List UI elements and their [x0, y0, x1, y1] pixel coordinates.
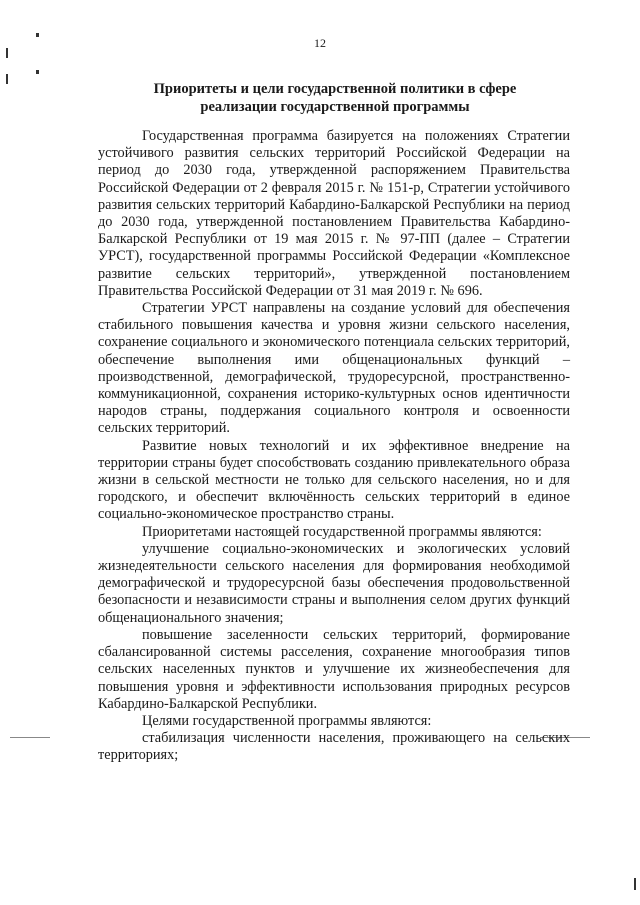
goals-intro: Целями государственной программы являются: — [142, 712, 432, 729]
paragraph-technology: Развитие новых технологий и их эффективное внедрение на территории страны будет способствовать созданию привлекательного образа жизни в сельской местности не только для сельского населения, но и для городского, и обеспечит включённость сельских территорий в единое социально-экономическое пространство страны. — [98, 437, 570, 523]
paragraph-strategy-basis: Государственная программа базируется на положениях Стратегии устойчивого развития сельских территорий Российской Федерации на период до 2030 года, утвержденной распоряжением Правительства Российской Федерации от 2 февраля 2015 г. № 151-р, Стратегии устойчивого развития сельских территорий Кабардино-Балкарской Республики на период до 2030 года, утвержденной постановлением Правительства Кабардино-Балкарской Республики от 19 мая 2015 г. № 97-ПП (далее – Стратегии УРСТ), государственной программы Российской Федерации «Комплексное развитие сельских территорий», утвержденной постановлением Правительства Российской Федерации от 31 мая 2019 г. № 696. — [98, 128, 570, 299]
goal-item: стабилизация численности населения, проживающего на сельских территориях; — [98, 730, 570, 764]
document-body — [98, 128, 570, 765]
section-title-line: реализации государственной программы — [200, 99, 470, 115]
section-title — [110, 80, 560, 116]
scan-mark — [36, 70, 39, 74]
scan-mark — [6, 74, 8, 84]
priorities-intro: Приоритетами настоящей государственной программы являются: — [142, 523, 542, 540]
section-title-line: Приоритеты и цели государственной политики в сфере — [153, 81, 517, 97]
scan-line — [10, 737, 50, 738]
priority-item: повышение заселенности сельских территорий, формирование сбалансированной системы расселения, сохранение многообразия типов сельских населенных пунктов и улучшение их жизнеобеспечения для повышения уровня и эффективности использования природных ресурсов Кабардино-Балкарской Республики. — [98, 626, 570, 712]
page-number: 12 — [314, 36, 326, 50]
priority-item: улучшение социально-экономических и экологических условий жизнедеятельности сельского населения для формирования необходимой демографической и трудоресурсной базы обеспечения продовольственной безопасности и независимости страны и выполнения селом других функций общенационального значения; — [98, 540, 570, 626]
scan-mark — [634, 878, 636, 890]
paragraph-urst-goals: Стратегии УРСТ направлены на создание условий для обеспечения стабильного повышения качества и уровня жизни сельского населения, сохранение социального и экономического потенциала сельских территорий, обеспечение выполнения ими общенациональных функций – производственной, демографической, трудоресурсной, пространственно-коммуникационной, сохранения историко-культурных основ идентичности народов страны, поддержания социального контроля и освоенности сельских территорий. — [98, 300, 570, 437]
